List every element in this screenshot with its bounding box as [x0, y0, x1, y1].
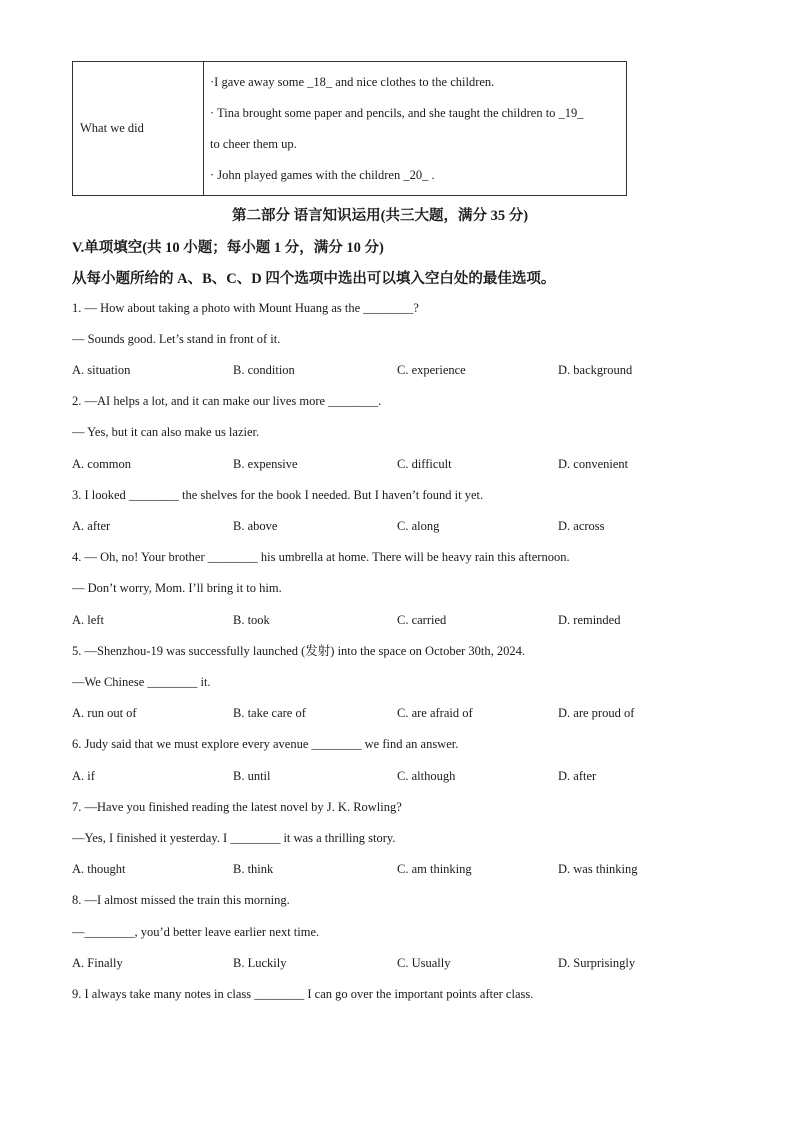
question-5-option-b[interactable]: B. take care of [233, 706, 306, 720]
question-4-option-a[interactable]: A. left [72, 613, 104, 627]
question-3-option-a[interactable]: A. after [72, 519, 111, 533]
question-2-reply: — Yes, but it can also make us lazier. [72, 425, 260, 439]
table-row-content [204, 62, 627, 196]
question-2-option-d[interactable]: D. convenient [558, 457, 629, 471]
question-7-reply: —Yes, I finished it yesterday. I ________ it was a thrilling story. [72, 831, 396, 845]
table-line: · Tina brought some paper and pencils, and she taught the children to _19_ [210, 105, 584, 120]
question-5-option-d[interactable]: D. are proud of [558, 706, 635, 720]
question-2-stem: 2. —AI helps a lot, and it can make our lives more ________. [72, 394, 382, 408]
question-4-option-b[interactable]: B. took [233, 613, 270, 627]
question-4-option-c[interactable]: C. carried [397, 613, 447, 627]
question-1-option-a[interactable]: A. situation [72, 363, 131, 377]
table-line: · John played games with the children _20_ . [210, 167, 435, 182]
question-2-option-c[interactable]: C. difficult [397, 457, 452, 471]
question-8-option-d[interactable]: D. Surprisingly [558, 956, 636, 970]
question-5-reply: —We Chinese ________ it. [72, 675, 211, 689]
question-7-option-a[interactable]: A. thought [72, 862, 126, 876]
question-3-option-c[interactable]: C. along [397, 519, 440, 533]
info-table [72, 61, 627, 196]
question-2-option-b[interactable]: B. expensive [233, 457, 298, 471]
part-title: 第二部分 语言知识运用(共三大题，满分 35 分) [232, 208, 529, 224]
question-4-option-d[interactable]: D. reminded [558, 613, 621, 627]
question-1-reply: — Sounds good. Let’s stand in front of it. [72, 332, 281, 346]
section-title: V.单项填空(共 10 小题；每小题 1 分，满分 10 分) [72, 240, 384, 256]
question-5-stem: 5. —Shenzhou-19 was successfully launched (发射) into the space on October 30th, 2024. [72, 644, 526, 658]
question-4-stem: 4. — Oh, no! Your brother ________ his umbrella at home. There will be heavy rain this afternoon. [72, 550, 570, 564]
question-8-option-c[interactable]: C. Usually [397, 956, 451, 970]
question-6-option-a[interactable]: A. if [72, 769, 95, 783]
question-6-option-b[interactable]: B. until [233, 769, 271, 783]
question-3-option-d[interactable]: D. across [558, 519, 605, 533]
question-3-option-b[interactable]: B. above [233, 519, 278, 533]
question-1-option-c[interactable]: C. experience [397, 363, 466, 377]
question-7-stem: 7. —Have you finished reading the latest novel by J. K. Rowling? [72, 800, 402, 814]
question-3-stem: 3. I looked ________ the shelves for the book I needed. But I haven’t found it yet. [72, 488, 484, 502]
question-8-stem: 8. —I almost missed the train this morning. [72, 893, 290, 907]
question-7-option-c[interactable]: C. am thinking [397, 862, 472, 876]
question-2-option-a[interactable]: A. common [72, 457, 132, 471]
question-5-option-a[interactable]: A. run out of [72, 706, 137, 720]
question-6-option-d[interactable]: D. after [558, 769, 597, 783]
question-4-reply: — Don’t worry, Mom. I’ll bring it to him. [72, 581, 282, 595]
question-1-stem: 1. — How about taking a photo with Mount Huang as the ________? [72, 301, 419, 315]
question-8-option-b[interactable]: B. Luckily [233, 956, 287, 970]
table-line: to cheer them up. [210, 136, 297, 151]
question-6-option-c[interactable]: C. although [397, 769, 456, 783]
question-6-stem: 6. Judy said that we must explore every avenue ________ we find an answer. [72, 737, 459, 751]
question-8-reply: —________, you’d better leave earlier next time. [72, 925, 320, 939]
table-row-label: What we did [73, 62, 204, 196]
instruction: 从每小题所给的 A、B、C、D 四个选项中选出可以填入空白处的最佳选项。 [72, 271, 556, 287]
question-8-option-a[interactable]: A. Finally [72, 956, 123, 970]
question-7-option-b[interactable]: B. think [233, 862, 274, 876]
question-5-option-c[interactable]: C. are afraid of [397, 706, 473, 720]
question-9-stem: 9. I always take many notes in class ________ I can go over the important points after class. [72, 987, 534, 1001]
question-1-option-b[interactable]: B. condition [233, 363, 295, 377]
question-1-option-d[interactable]: D. background [558, 363, 633, 377]
question-7-option-d[interactable]: D. was thinking [558, 862, 638, 876]
table-line: ·I gave away some _18_ and nice clothes to the children. [210, 74, 495, 89]
